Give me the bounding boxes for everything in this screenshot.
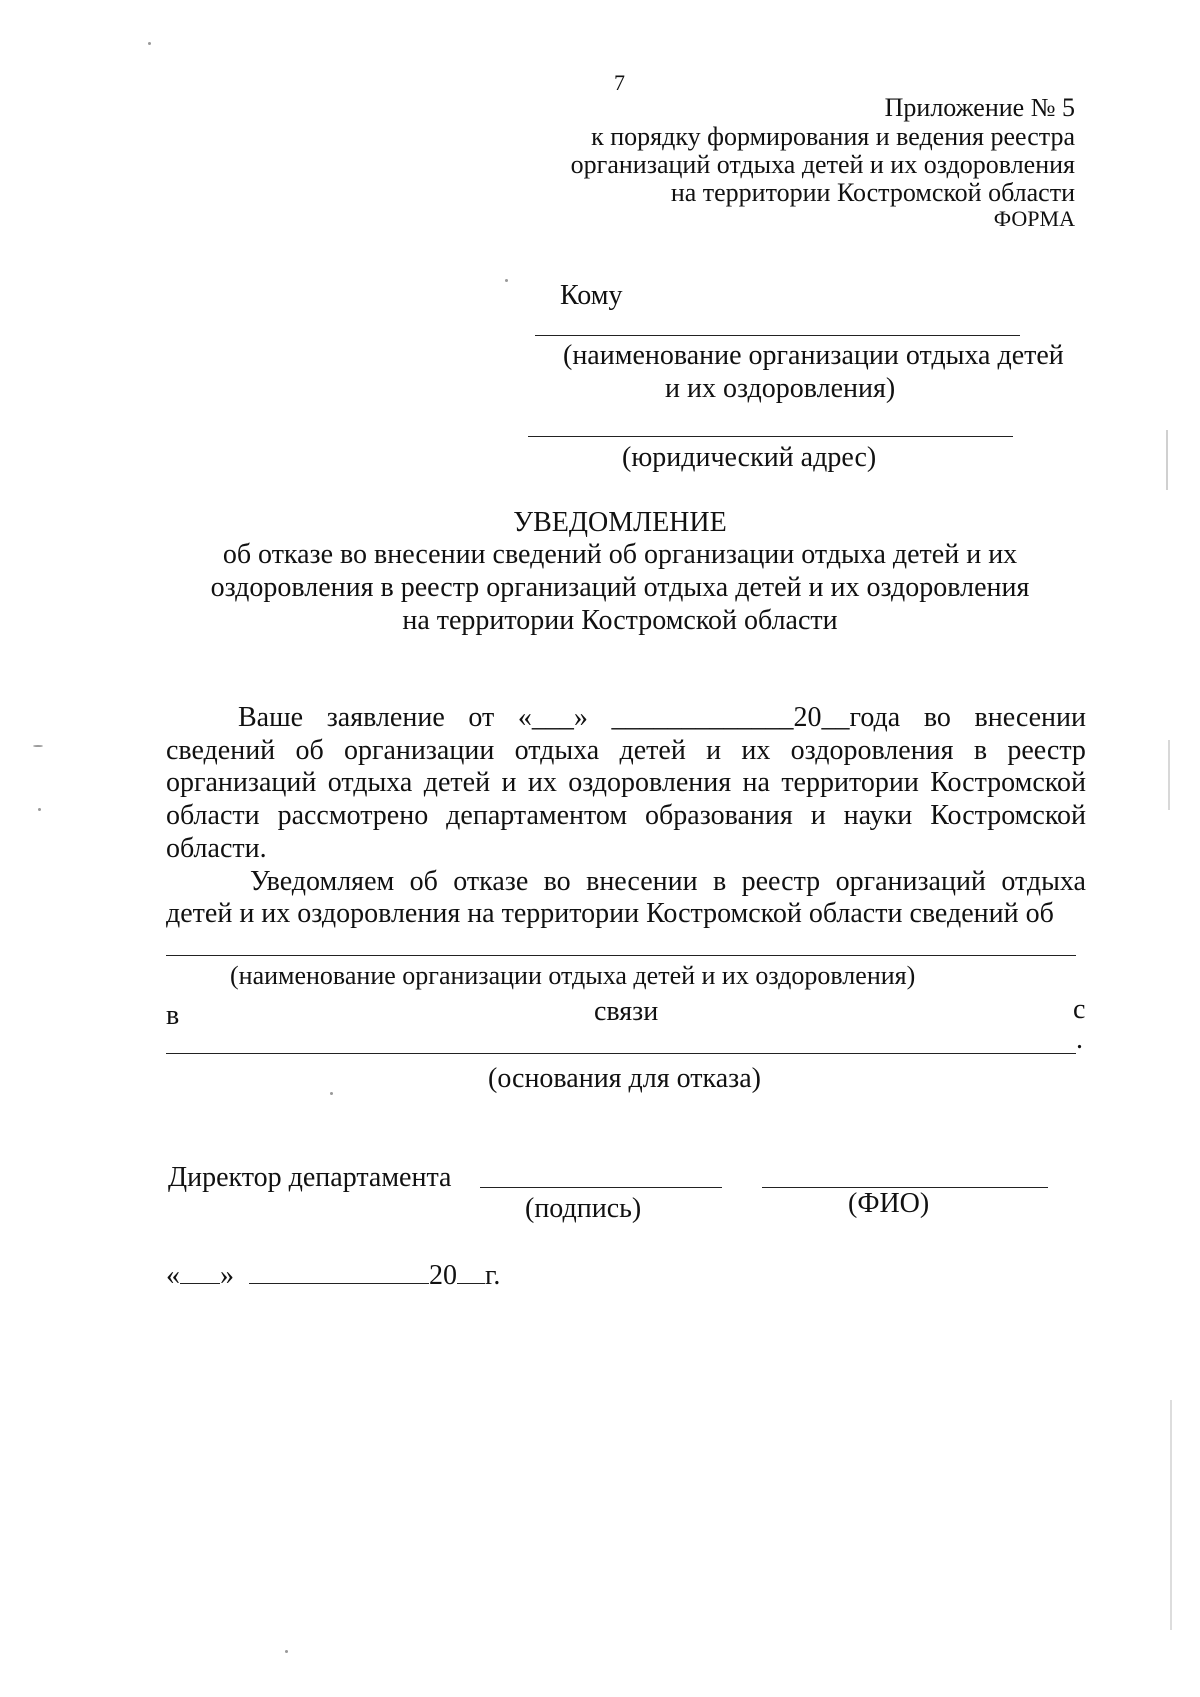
word: во xyxy=(923,702,951,733)
document-subtitle-1: об отказе во внесении сведений об организации отдыха детей и их xyxy=(222,539,1018,570)
word: детей xyxy=(423,767,491,798)
header-line-1: к порядку формирования и ведения реестра xyxy=(591,122,1075,151)
word: Костромской xyxy=(930,800,1086,831)
word: на xyxy=(742,767,770,798)
document-subtitle-3: на территории Костромской области xyxy=(402,605,838,636)
word: науки xyxy=(843,800,913,831)
full-name-caption: (ФИО) xyxy=(848,1188,930,1219)
org-name-caption-1: (наименование организации отдыха детей xyxy=(563,340,1064,371)
header-line-2: организаций отдыха детей и их оздоровления xyxy=(570,150,1075,179)
form-label: ФОРМА xyxy=(993,206,1075,231)
word: их xyxy=(741,735,771,766)
word: реестр xyxy=(741,866,821,897)
word: Ваше xyxy=(238,702,304,733)
word: территории xyxy=(781,767,919,798)
paragraph-1-line-5: области. xyxy=(166,833,267,864)
to-label: Кому xyxy=(560,280,623,311)
paragraph-2-line-1 xyxy=(250,866,1086,898)
org-name-caption-2: и их оздоровления) xyxy=(665,373,896,404)
word: образования xyxy=(645,800,793,831)
scan-speck xyxy=(148,42,151,45)
word: организации xyxy=(343,735,495,766)
header-line-3: на территории Костромской области xyxy=(670,178,1075,207)
appendix-number: Приложение № 5 xyxy=(884,93,1075,122)
scan-speck xyxy=(1166,430,1168,490)
page-number: 7 xyxy=(614,70,625,95)
date-line xyxy=(166,1257,500,1292)
word: организаций xyxy=(835,866,986,897)
word: департаментом xyxy=(446,800,628,831)
word: внесении xyxy=(586,866,698,897)
word: реестр xyxy=(1007,735,1086,766)
connection-word: связи xyxy=(594,996,659,1027)
legal-address-line xyxy=(528,436,1013,437)
refusal-reasons-caption: (основания для отказа) xyxy=(488,1063,761,1094)
date-day-blank xyxy=(180,1257,220,1284)
with-word: с xyxy=(1073,994,1086,1025)
date-month-blank xyxy=(249,1257,429,1284)
word: отказе xyxy=(453,866,529,897)
word: внесении xyxy=(974,702,1086,733)
paragraph-2-line-2: детей и их оздоровления на территории Костромской области сведений об xyxy=(166,898,1054,929)
word: детей xyxy=(619,735,686,766)
word: отдыха xyxy=(327,767,413,798)
scan-speck xyxy=(330,1092,333,1095)
date-month-year-blank: _____________20__года xyxy=(611,702,901,733)
scan-speck xyxy=(505,279,508,282)
signature-line xyxy=(480,1187,722,1188)
word: оздоровления xyxy=(568,767,732,798)
date-day-blank: «___» xyxy=(517,702,588,733)
in-word: в xyxy=(166,1000,180,1031)
word: области xyxy=(166,800,260,831)
refusal-reasons-line xyxy=(166,1053,1076,1054)
word: и xyxy=(706,735,722,766)
date-year-prefix: 20 xyxy=(429,1260,457,1291)
word: рассмотрено xyxy=(277,800,429,831)
word: от xyxy=(468,702,495,733)
date-close-quote: » xyxy=(220,1260,234,1291)
paragraph-1-line-1 xyxy=(238,702,1086,734)
word: сведений xyxy=(166,735,276,766)
refused-org-name-line xyxy=(166,955,1076,956)
org-name-line xyxy=(535,335,1020,336)
refusal-reasons-period: . xyxy=(1076,1024,1083,1055)
paragraph-1-line-2 xyxy=(166,735,1086,767)
date-year-suffix: г. xyxy=(485,1260,501,1291)
document-title: УВЕДОМЛЕНИЕ xyxy=(513,507,727,538)
word: в xyxy=(973,735,988,766)
date-open-quote: « xyxy=(166,1260,180,1291)
word: об xyxy=(409,866,438,897)
word: и xyxy=(810,800,826,831)
legal-address-caption: (юридический адрес) xyxy=(622,442,877,473)
scan-speck xyxy=(1170,1400,1172,1630)
word: отдыха xyxy=(514,735,600,766)
refused-org-name-caption: (наименование организации отдыха детей и их оздоровления) xyxy=(230,961,916,990)
word: об xyxy=(295,735,324,766)
word: заявление xyxy=(326,702,445,733)
word: отдыха xyxy=(1001,866,1086,897)
scan-speck xyxy=(33,745,43,747)
word: их xyxy=(527,767,557,798)
word: организаций xyxy=(166,767,317,798)
paragraph-1-line-4 xyxy=(166,800,1086,832)
word: Костромской xyxy=(930,767,1086,798)
word: Уведомляем xyxy=(250,866,395,897)
signature-caption: (подпись) xyxy=(525,1193,642,1224)
word: во xyxy=(543,866,571,897)
word: в xyxy=(712,866,727,897)
date-year-blank xyxy=(457,1257,485,1284)
paragraph-1-line-3 xyxy=(166,767,1086,799)
document-subtitle-2: оздоровления в реестр организаций отдыха детей и их оздоровления xyxy=(210,572,1030,603)
word: и xyxy=(501,767,517,798)
scan-speck xyxy=(285,1650,288,1653)
scan-speck xyxy=(38,808,41,811)
scan-speck xyxy=(1168,740,1170,810)
word: оздоровления xyxy=(790,735,954,766)
director-title: Директор департамента xyxy=(168,1162,452,1193)
